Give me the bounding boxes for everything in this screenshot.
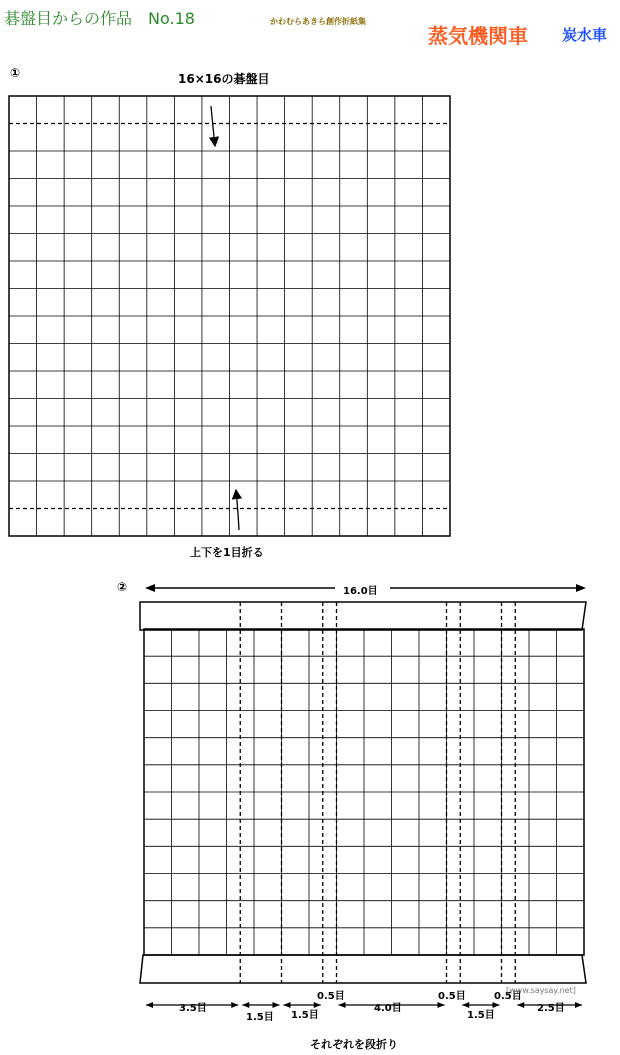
step2-number: ②	[117, 580, 128, 594]
dimension-arrowhead	[242, 1002, 249, 1008]
step1-number: ①	[10, 66, 21, 80]
dimension-arrowhead	[284, 1002, 291, 1008]
dimension-arrowhead	[493, 1002, 500, 1008]
dimension-arrowhead	[273, 1002, 280, 1008]
dim-label-2-5: 2.5目	[535, 999, 567, 1014]
series-title: 碁盤目からの作品 No.18	[4, 9, 195, 28]
step1-caption: 上下を1目折る	[190, 546, 264, 559]
author-name: かわむらあきら創作折紙集	[270, 17, 366, 26]
step2-caption: それぞれを段折り	[310, 1038, 398, 1051]
step2-bottom-flap	[140, 955, 586, 983]
dim-label-1-5-c: 1.5目	[465, 1006, 497, 1021]
step1-title: 16×16の碁盤目	[178, 72, 270, 86]
dimension-arrowhead	[462, 1002, 469, 1008]
dimension-arrowhead	[438, 1002, 445, 1008]
dim-label-0-5-b: 0.5目	[436, 987, 468, 1002]
model-name: 蒸気機関車	[428, 24, 528, 48]
dimension-arrowhead	[575, 1002, 582, 1008]
dim-label-0-5-a: 0.5目	[315, 987, 347, 1002]
dimension-arrowhead	[146, 1002, 153, 1008]
watermark-url: [www.saysay.net]	[506, 986, 576, 995]
dimension-arrowhead	[314, 1002, 321, 1008]
dim-label-1-5-a: 1.5目	[244, 1008, 276, 1023]
dimension-arrowhead	[517, 1002, 524, 1008]
dim-label-3-5: 3.5目	[177, 999, 209, 1014]
dimension-arrowhead	[231, 1002, 238, 1008]
total-width-label: 16.0目	[341, 582, 380, 597]
dim-label-0-5-c: 0.5目	[492, 987, 524, 1002]
total-width-arrowhead-left	[145, 584, 155, 592]
dimension-arrowhead	[339, 1002, 346, 1008]
step1-fold-arrow-up	[236, 490, 239, 530]
part-name: 炭水車	[562, 26, 608, 44]
step1-fold-arrow-down	[211, 106, 215, 146]
dim-label-1-5-b: 1.5目	[289, 1006, 321, 1021]
step2-top-flap	[140, 602, 586, 630]
dim-label-4-0: 4.0目	[372, 999, 404, 1014]
total-width-arrowhead-right	[576, 584, 586, 592]
